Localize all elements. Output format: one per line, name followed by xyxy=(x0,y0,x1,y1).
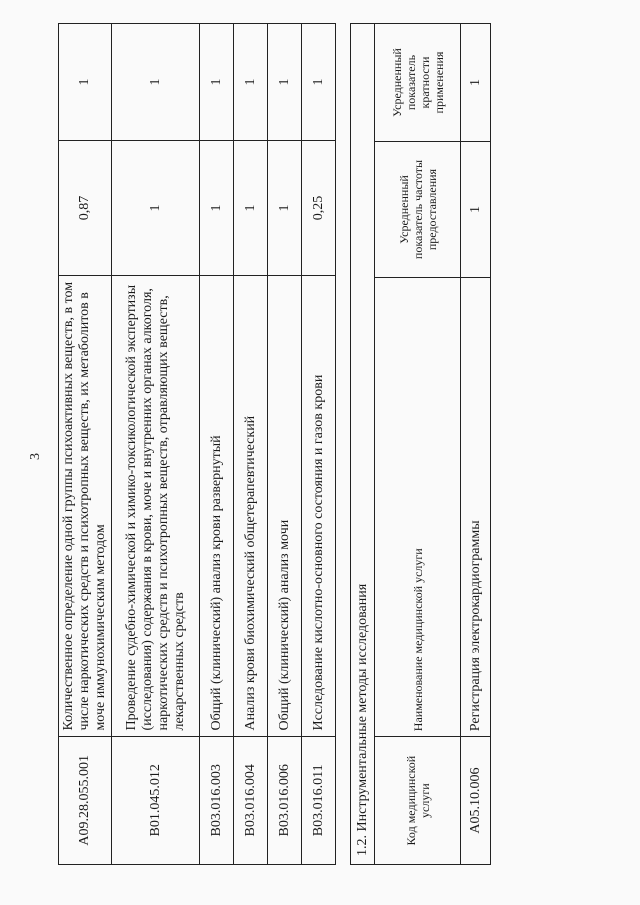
multiplicity-value: 1 xyxy=(268,24,302,141)
frequency-value: 1 xyxy=(112,141,200,276)
service-code: B03.016.006 xyxy=(268,736,302,864)
service-code: A09.28.055.001 xyxy=(59,736,112,864)
section-title: 1.2. Инструментальные методы исследования xyxy=(351,24,375,865)
table-row xyxy=(461,24,491,865)
service-name: Анализ крови биохимический общетерапевтический xyxy=(234,275,268,736)
column-header-multiplicity: Усредненный показатель кратности применения xyxy=(375,24,461,142)
multiplicity-value: 1 xyxy=(59,24,112,141)
column-header-name: Наименование медицинской услуги xyxy=(375,277,461,736)
multiplicity-value: 1 xyxy=(302,24,336,141)
service-name: Общий (клинический) анализ мочи xyxy=(268,275,302,736)
frequency-value: 0,87 xyxy=(59,141,112,276)
frequency-value: 0,25 xyxy=(302,141,336,276)
table-row xyxy=(200,24,234,865)
service-name: Количественное определение одной группы психоактивных веществ, в том числе наркотических средств и психотропных веществ, их метаболитов в моче иммунохимическим методом xyxy=(59,275,112,736)
table-row xyxy=(268,24,302,865)
table-row xyxy=(234,24,268,865)
service-code: B03.016.004 xyxy=(234,736,268,864)
service-name: Регистрация электрокардиограммы xyxy=(461,277,491,736)
multiplicity-value: 1 xyxy=(461,24,491,142)
multiplicity-value: 1 xyxy=(234,24,268,141)
service-code: B03.016.011 xyxy=(302,736,336,864)
service-code: B01.045.012 xyxy=(112,736,200,864)
header-row xyxy=(375,24,461,865)
table-row xyxy=(302,24,336,865)
table-row xyxy=(59,24,112,865)
instrumental-methods-table xyxy=(350,23,491,865)
service-name: Проведение судебно-химической и химико-токсикологической экспертизы (исследования) содержания в крови, моче и внутренних органах алкоголя, наркотических средств и психотропных веществ, отравляющих веществ, лекарственных средств xyxy=(112,275,200,736)
frequency-value: 1 xyxy=(234,141,268,276)
multiplicity-value: 1 xyxy=(112,24,200,141)
frequency-value: 1 xyxy=(461,142,491,278)
service-code: A05.10.006 xyxy=(461,737,491,865)
service-code: B03.016.003 xyxy=(200,736,234,864)
frequency-value: 1 xyxy=(268,141,302,276)
table-row xyxy=(112,24,200,865)
page-number: 3 xyxy=(28,453,43,460)
frequency-value: 1 xyxy=(200,141,234,276)
column-header-frequency: Усредненный показатель частоты предоставления xyxy=(375,142,461,278)
column-header-code: Код медицинской услуги xyxy=(375,737,461,865)
lab-services-table xyxy=(58,23,336,865)
multiplicity-value: 1 xyxy=(200,24,234,141)
section-row xyxy=(351,24,375,865)
service-name: Общий (клинический) анализ крови развернутый xyxy=(200,275,234,736)
service-name: Исследование кислотно-основного состояния и газов крови xyxy=(302,275,336,736)
